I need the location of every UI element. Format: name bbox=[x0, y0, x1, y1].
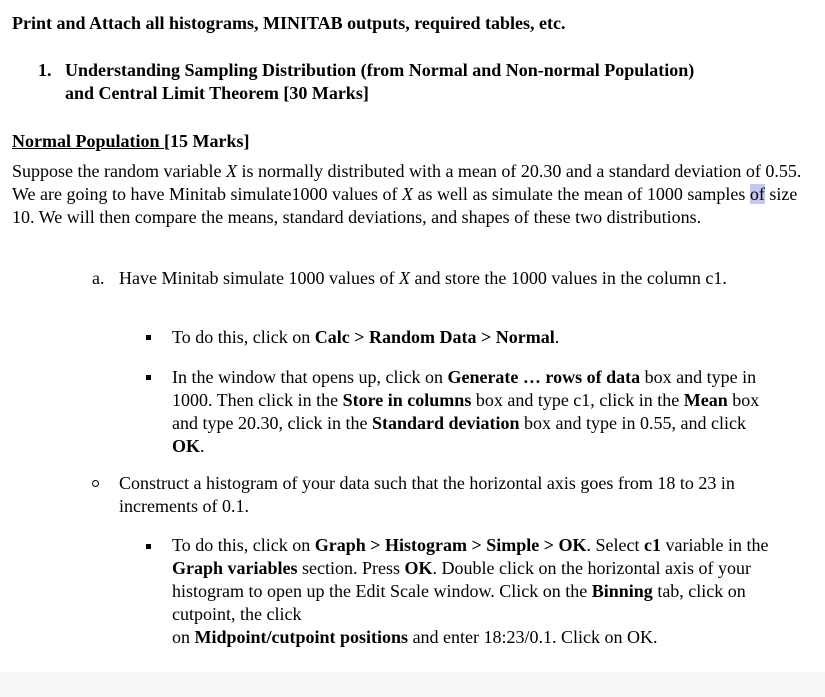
square-bullet-icon bbox=[146, 335, 151, 340]
question-title bbox=[38, 59, 798, 105]
list-marker-a: a. bbox=[92, 268, 105, 288]
bullet-text: tab, click on cutpoint, the click bbox=[172, 581, 746, 624]
variable-x: X bbox=[398, 268, 410, 288]
list-item-histogram bbox=[92, 472, 792, 518]
intro-paragraph bbox=[12, 160, 812, 229]
field-name: Generate … rows of data bbox=[447, 367, 641, 387]
question-number: 1. bbox=[38, 60, 52, 80]
bullet-text: and enter 18:23/0.1. Click on OK. bbox=[408, 627, 658, 647]
menu-path: Graph > Histogram > Simple > OK bbox=[314, 535, 587, 555]
bullet-text: . Select bbox=[586, 535, 644, 555]
item-text: and store the 1000 values in the column c1. bbox=[409, 268, 727, 288]
field-name: Store in columns bbox=[342, 390, 472, 410]
variable-x: X bbox=[225, 161, 237, 181]
bullet-text: . bbox=[200, 436, 205, 456]
field-name: OK bbox=[404, 558, 433, 578]
intro-text: Suppose the random variable bbox=[12, 161, 226, 181]
circle-bullet-icon bbox=[92, 480, 99, 487]
bullet-text: To do this, click on bbox=[172, 535, 315, 555]
bullet-text: In the window that opens up, click on bbox=[172, 367, 448, 387]
item-text: Construct a histogram of your data such that the horizontal axis goes from 18 to 23 in increments of 0.1. bbox=[119, 473, 735, 516]
intro-text: as well as simulate the mean of 1000 samples bbox=[412, 184, 750, 204]
text-selection-highlight[interactable]: of bbox=[749, 184, 765, 204]
field-name: Binning bbox=[591, 581, 653, 601]
intro-text: size 10. We will then compare the means, standard deviations, and shapes of these two distributions. bbox=[12, 184, 798, 227]
section-heading-marks: [15 Marks] bbox=[164, 131, 250, 151]
item-text: Have Minitab simulate 1000 values of bbox=[119, 268, 399, 288]
field-name: OK bbox=[172, 436, 201, 456]
question-title-line2: and Central Limit Theorem [30 Marks] bbox=[65, 83, 369, 103]
square-bullet-icon bbox=[146, 375, 151, 380]
bullet-text: . Double click on the horizontal axis of your histogram to open up the Edit Scale window. Click on the bbox=[172, 558, 751, 601]
square-bullet-icon bbox=[146, 544, 151, 549]
list-item-a bbox=[92, 267, 792, 290]
bullet-text: on bbox=[172, 627, 195, 647]
bullet-text: box and type in 1000. Then click in the bbox=[172, 367, 757, 410]
section-heading bbox=[12, 130, 250, 153]
section-heading-title: Normal Population bbox=[12, 131, 165, 151]
page-bottom-edge bbox=[0, 672, 825, 697]
bullet-item-calc bbox=[172, 326, 782, 349]
menu-path: Calc > Random Data > Normal bbox=[314, 327, 555, 347]
field-name: c1 bbox=[644, 535, 661, 555]
bullet-text: section. Press bbox=[297, 558, 405, 578]
bullet-text: To do this, click on bbox=[172, 327, 315, 347]
bullet-text: box and type 20.30, click in the bbox=[172, 390, 760, 433]
bullet-text: . bbox=[554, 327, 560, 347]
variable-x: X bbox=[401, 184, 413, 204]
bullet-text: box and type in 0.55, and click bbox=[519, 413, 746, 433]
field-name: Graph variables bbox=[172, 558, 298, 578]
field-name: Mean bbox=[683, 390, 728, 410]
field-name: Midpoint/cutpoint positions bbox=[194, 627, 409, 647]
intro-text: is normally distributed with a mean of 20.30 and a standard deviation of 0.55. We are going to have Minitab simulate1000 values of bbox=[12, 161, 802, 204]
bullet-text: box and type c1, click in the bbox=[471, 390, 684, 410]
bullet-item-graph bbox=[172, 534, 782, 649]
instruction-line: Print and Attach all histograms, MINITAB outputs, required tables, etc. bbox=[12, 13, 566, 33]
field-name: Standard deviation bbox=[371, 413, 520, 433]
question-title-line1: Understanding Sampling Distribution (from Normal and Non-normal Population) bbox=[65, 60, 695, 80]
bullet-text: variable in the bbox=[661, 535, 769, 555]
bullet-item-generate bbox=[172, 366, 782, 458]
